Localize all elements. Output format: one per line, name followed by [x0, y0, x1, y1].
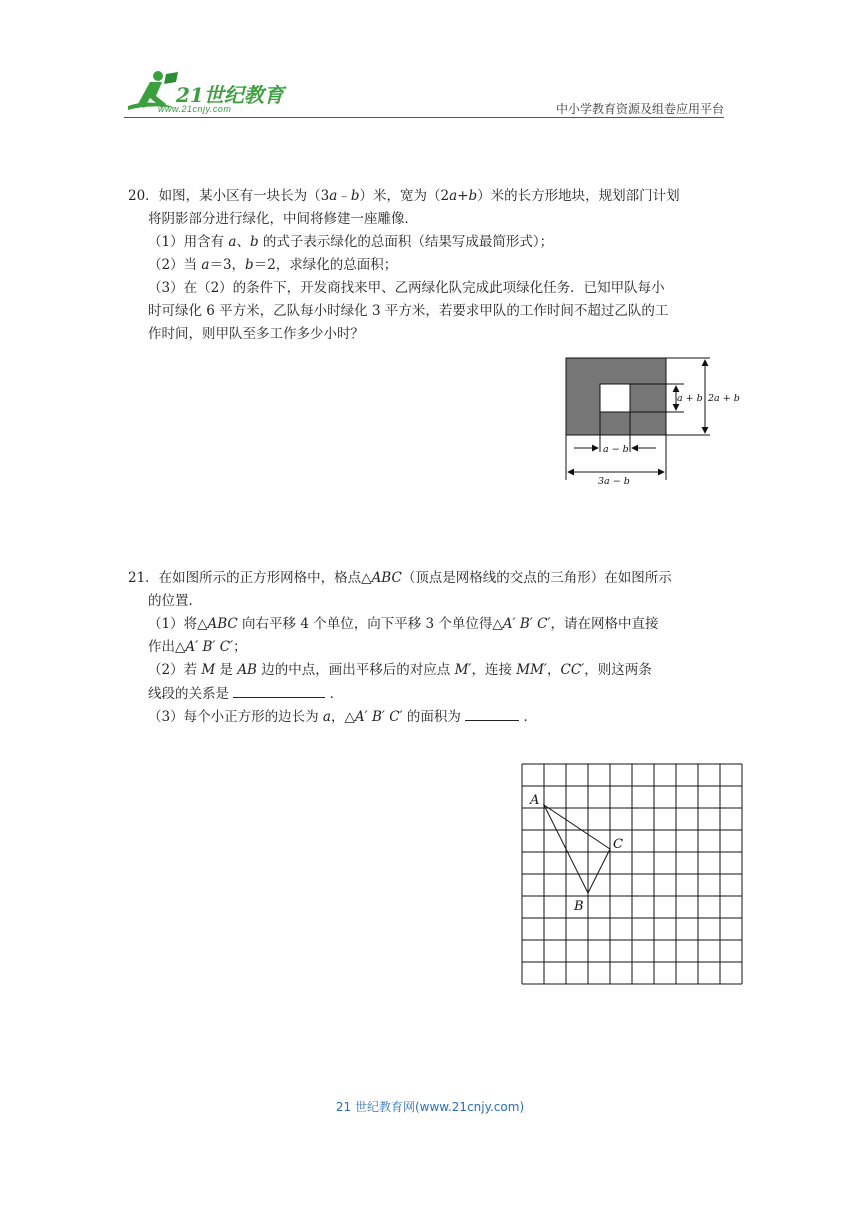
answer-blank-relationship[interactable]	[233, 684, 325, 698]
q20-rectangle-figure	[560, 352, 750, 487]
header-platform-text: 中小学教育资源及组卷应用平台	[555, 102, 724, 116]
q21-square-grid	[518, 760, 744, 986]
q21-line-2: 的位置．	[148, 593, 202, 609]
footer-site-link[interactable]: 21 世纪教育网(www.21cnjy.com)	[335, 1100, 525, 1114]
label-2a-plus-b: 2a + b	[708, 393, 740, 404]
header-divider	[124, 117, 724, 118]
grid-lines	[522, 764, 742, 984]
q20-part-1: （1）用含有 a、b 的式子表示绿化的总面积（结果写成最简形式）；	[148, 234, 554, 250]
q20-part-3-line-1: （3）在（2）的条件下，开发商找来甲、乙两绿化队完成此项绿化任务．已知甲队每小	[148, 280, 665, 296]
label-3a-minus-b: 3a − b	[598, 476, 630, 487]
q21-part-1-line-1: （1）将△ABC 向右平移 4 个单位，向下平移 3 个单位得△A′ B′ C′，请在网格中直接	[148, 616, 659, 632]
q20-line-2: 将阴影部分进行绿化，中间将修建一座雕像．	[148, 211, 418, 227]
q21-line-1: 21．在如图所示的正方形网格中，格点△ABC（顶点是网格线的交点的三角形）在如图所示	[128, 570, 672, 586]
q20-part-3-line-3: 作时间，则甲队至多工作多少小时？	[148, 326, 364, 342]
q20-part-3-line-2: 时可绿化 6 平方米，乙队每小时绿化 3 平方米，若要求甲队的工作时间不超过乙队的工	[148, 303, 669, 319]
label-vertex-a: A	[530, 793, 540, 808]
q20-part-2: （2）当 a＝3，b＝2，求绿化的总面积；	[148, 257, 398, 273]
logo-url: www.21cnjy.com	[158, 104, 232, 114]
label-vertex-c: C	[613, 837, 623, 852]
triangle-abc	[544, 805, 610, 893]
label-vertex-b: B	[574, 899, 584, 914]
statue-square	[600, 384, 630, 412]
label-a-plus-b: a + b	[677, 393, 703, 404]
q21-part-2-line-1: （2）若 M 是 AB 边的中点，画出平移后的对应点 M′，连接 MM′，CC′，则这两条	[148, 662, 652, 678]
answer-blank-area[interactable]	[465, 707, 519, 721]
q20-line-1: 20．如图，某小区有一块长为（3a﹣b）米，宽为（2a+b）米的长方形地块，规划部门计划	[128, 188, 680, 204]
logo-text: 21世纪教育	[176, 83, 284, 107]
q21-part-2-line-2: 线段的关系是 ．	[148, 686, 344, 702]
q21-part-3: （3）每个小正方形的边长为 a，△A′ B′ C′ 的面积为 ．	[148, 709, 538, 725]
q21-part-1-line-2: 作出△A′ B′ C′；	[148, 639, 247, 655]
label-a-minus-b: a − b	[603, 444, 629, 455]
